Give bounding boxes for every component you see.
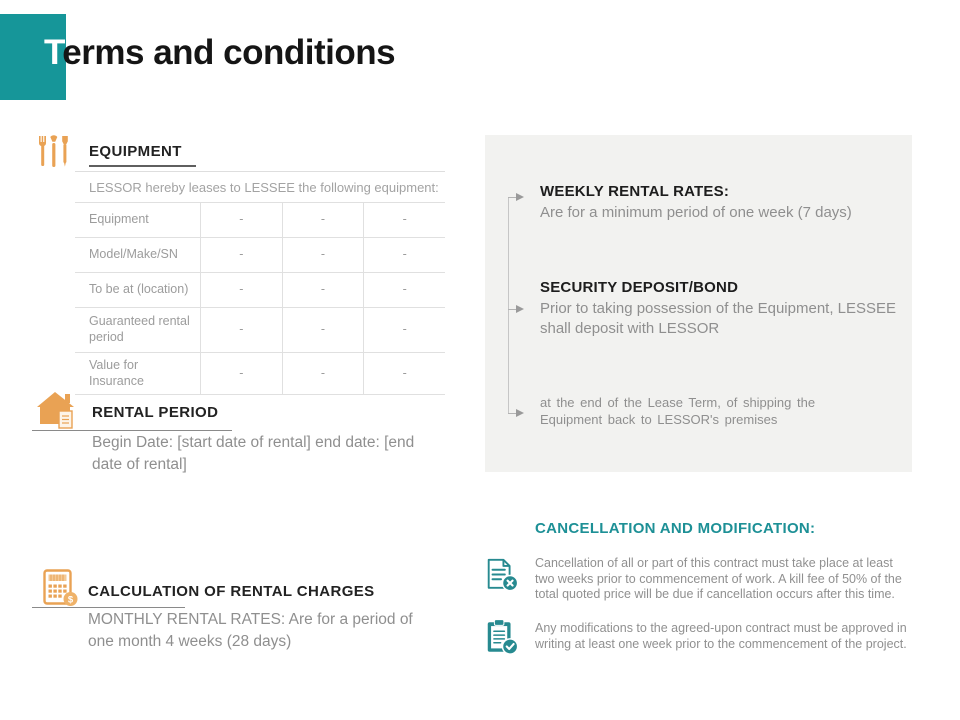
panel-item-weekly-rates <box>540 183 890 223</box>
cancellation-item-body: Any modifications to the agreed-upon contract must be approved in writing at least one week prior to the commencement of the project. <box>535 621 907 651</box>
calculation-heading: CALCULATION OF RENTAL CHARGES <box>88 583 375 600</box>
equipment-intro: LESSOR hereby leases to LESSEE the following equipment: <box>89 180 439 195</box>
rental-period-body: Begin Date: [start date of rental] end date: [end date of rental] <box>92 434 415 473</box>
table-cell: - <box>363 352 445 394</box>
table-cell: - <box>200 352 282 394</box>
cancellation-heading: CANCELLATION AND MODIFICATION: <box>535 520 816 537</box>
table-cell: - <box>282 307 364 352</box>
table-cell: - <box>200 237 282 272</box>
house-icon <box>36 391 80 433</box>
security-deposit-heading: SECURITY DEPOSIT/BOND <box>540 279 739 296</box>
weekly-rates-heading: WEEKLY RENTAL RATES: <box>540 183 730 200</box>
divider <box>32 607 185 608</box>
clipboard-check-icon <box>483 618 521 656</box>
table-row-label: To be at (location) <box>75 272 200 307</box>
table-cell: - <box>363 272 445 307</box>
rental-period-heading: RENTAL PERIOD <box>92 404 219 421</box>
equipment-heading: EQUIPMENT <box>89 143 196 167</box>
divider <box>32 430 232 431</box>
weekly-rates-body: Are for a minimum period of one week (7 days) <box>540 204 852 221</box>
calculator-icon <box>43 569 78 607</box>
security-deposit-body: Prior to taking possession of the Equipment, LESSEE shall deposit with LESSOR <box>540 300 897 338</box>
panel-item-security-deposit <box>540 279 900 340</box>
page-title-first-letter: T <box>44 33 63 72</box>
table-row-label: Model/Make/SN <box>75 237 200 272</box>
table-cell: - <box>363 237 445 272</box>
table-cell: - <box>282 272 364 307</box>
table-cell: - <box>282 352 364 394</box>
flow-arrow-icon <box>508 408 526 418</box>
table-cell: - <box>200 202 282 237</box>
table-cell: - <box>363 202 445 237</box>
lease-end-body: at the end of the Lease Term, of shipping the Equipment back to LESSOR's premises <box>540 395 816 427</box>
table-row-label: Guaranteed rental period <box>75 307 200 352</box>
panel-item-lease-end <box>540 395 880 429</box>
equipment-table <box>75 202 445 395</box>
divider <box>75 171 445 172</box>
page-title <box>44 33 395 73</box>
flow-arrow-icon <box>508 304 526 314</box>
table-cell: - <box>200 272 282 307</box>
table-cell: - <box>282 237 364 272</box>
table-cell: - <box>282 202 364 237</box>
table-cell: - <box>363 307 445 352</box>
calculation-body: MONTHLY RENTAL RATES: Are for a period of one month 4 weeks (28 days) <box>88 611 413 650</box>
tools-icon <box>37 135 71 167</box>
table-row-label: Equipment <box>75 202 200 237</box>
table-row-label: Value for Insurance <box>75 352 200 394</box>
rates-panel <box>485 135 912 472</box>
cancellation-item-body: Cancellation of all or part of this contract must take place at least two weeks prior to commencement of work. A kill fee of 50% of the total quoted price will be due if cancellation occurs after this time. <box>535 556 902 602</box>
table-cell: - <box>200 307 282 352</box>
page-title-rest: erms and conditions <box>62 33 396 72</box>
document-cancel-icon <box>483 556 521 593</box>
svg-text:$: $ <box>67 594 74 606</box>
flow-arrow-icon <box>508 192 526 202</box>
